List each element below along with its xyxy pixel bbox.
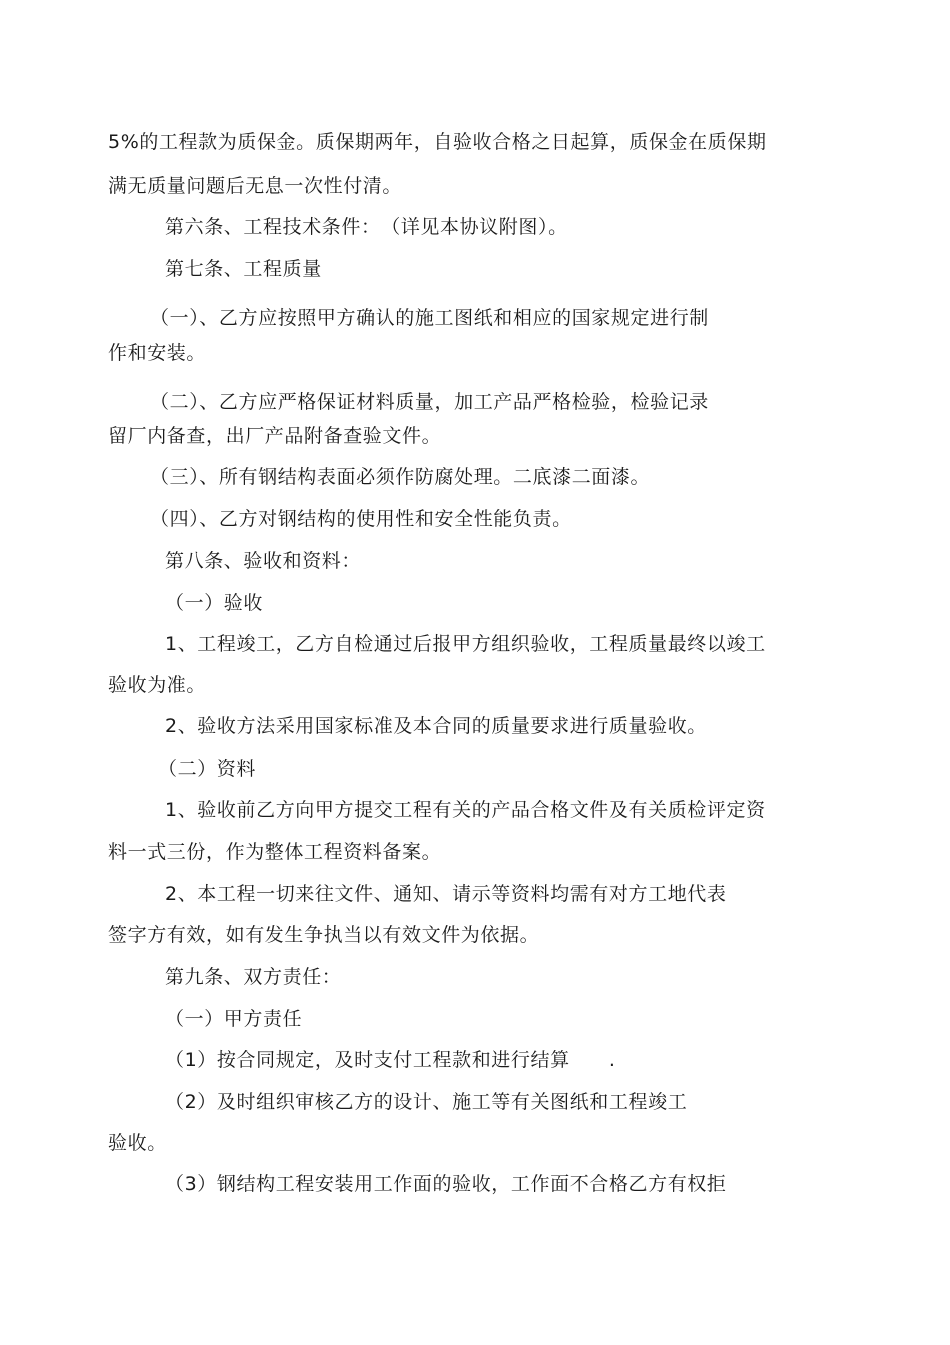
text-line: 留厂内备查，出厂产品附备查验文件。 [108,425,442,447]
text-line: 满无质量问题后无息一次性付清。 [108,175,403,197]
article-7-heading: 第七条、工程质量 [165,258,322,280]
text-line: 2、本工程一切来往文件、通知、请示等资料均需有对方工地代表 [165,883,727,905]
article-6-heading: 第六条、工程技术条件： （详见本协议附图）。 [165,216,568,238]
text-line: （三）、所有钢结构表面必须作防腐处理。二底漆二面漆。 [150,466,651,488]
text-line: 5%的工程款为质保金。质保期两年，自验收合格之日起算，质保金在质保期 [108,131,767,153]
text-line: 1、工程竣工，乙方自检通过后报甲方组织验收，工程质量最终以竣工 [165,633,766,655]
text-line: （四）、乙方对钢结构的使用性和安全性能负责。 [150,508,572,530]
text-line: （1）按合同规定，及时支付工程款和进行结算 . [165,1049,616,1071]
section-heading: （一）验收 [165,592,264,614]
text-line: （一）、乙方应按照甲方确认的施工图纸和相应的国家规定进行制 [150,307,709,329]
text-line: 2、验收方法采用国家标准及本合同的质量要求进行质量验收。 [165,715,707,737]
section-heading: （二）资料 [158,758,257,780]
article-9-heading: 第九条、双方责任： [165,966,342,988]
text-line: （2）及时组织审核乙方的设计、施工等有关图纸和工程竣工 [165,1091,688,1113]
text-line: （3）钢结构工程安装用工作面的验收，工作面不合格乙方有权拒 [165,1173,727,1195]
text-line: 1、验收前乙方向甲方提交工程有关的产品合格文件及有关质检评定资 [165,799,766,821]
text-line: 验收为准。 [108,674,207,696]
text-line: （二）、乙方应严格保证材料质量，加工产品严格检验，检验记录 [150,391,709,413]
text-line: 签字方有效，如有发生争执当以有效文件为依据。 [108,924,540,946]
section-heading: （一）甲方责任 [165,1008,303,1030]
text-line: 作和安装。 [108,342,207,364]
article-8-heading: 第八条、验收和资料： [165,550,362,572]
text-line: 料一式三份，作为整体工程资料备案。 [108,841,442,863]
text-line: 验收。 [108,1132,167,1154]
